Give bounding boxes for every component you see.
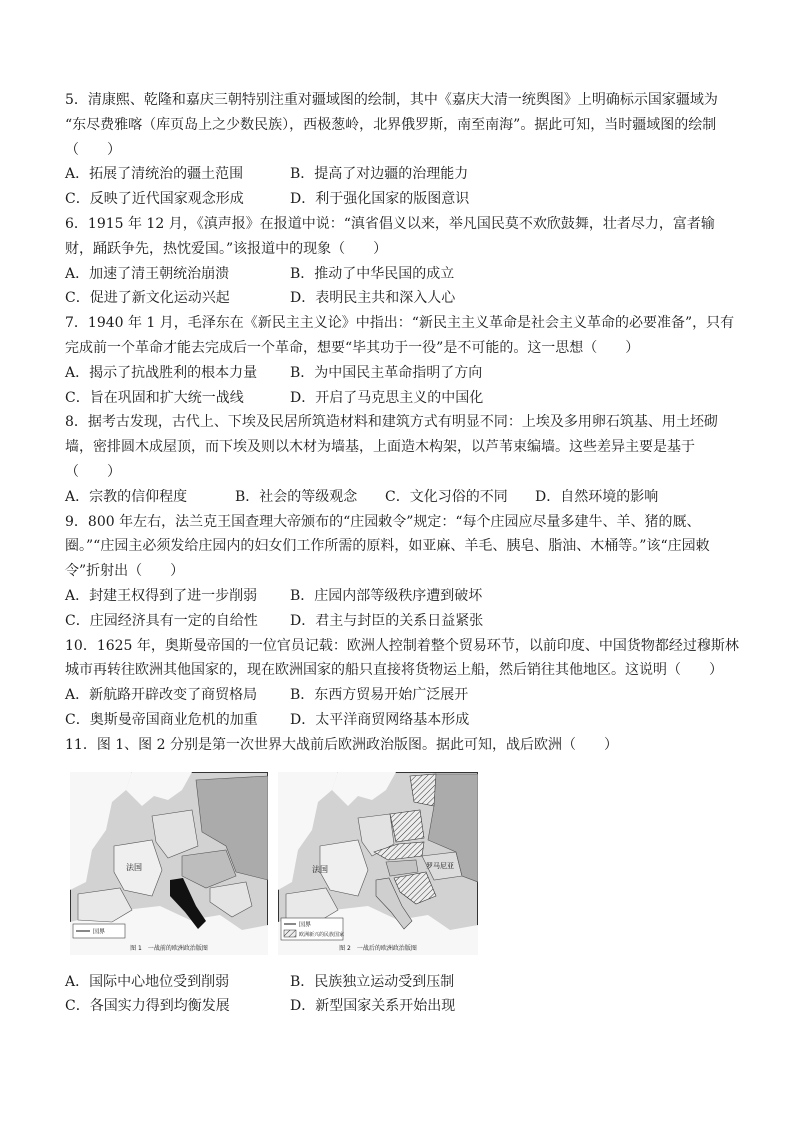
option-a: A．封建王权得到了进一步削弱 [65,587,258,604]
option-row [65,361,765,386]
answer-blank: （ ） [65,463,121,480]
question-stem-line: 7．1940 年 1 月，毛泽东在《新民主主义论》中指出：“新民主主义革命是社会主义革命的必要准备”，只有 [65,315,735,332]
option-a: A．加速了清王朝统治崩溃 [65,265,230,282]
option-c: C．文化习俗的不同 [385,488,508,505]
option-row [65,683,765,708]
option-c: C．奥斯曼帝国商业危机的加重 [65,711,258,728]
option-row [65,970,765,995]
option-b: B．庄园内部等级秩序遭到破坏 [290,587,483,604]
option-b: B．社会的等级观念 [235,488,358,505]
question-stem-line: 城市再转往欧洲其他国家的，现在欧洲国家的船只直接将货物运上船，然后销往其他地区。这说明（ ） [65,662,723,679]
map-figures [65,772,765,970]
question-9 [65,510,765,634]
option-a: A．揭示了抗战胜利的根本力量 [65,364,258,381]
option-c: C．反映了近代国家观念形成 [65,191,244,208]
map-label: 法国 [126,862,142,872]
option-b: B．推动了中华民国的成立 [290,265,455,282]
option-d: D．太平洋商贸网络基本形成 [290,711,470,728]
option-row [65,708,765,733]
answer-blank: （ ） [65,141,121,158]
question-stem-line: 5．清康熙、乾隆和嘉庆三朝特别注重对疆域图的绘制，其中《嘉庆大清一统舆图》上明确标示国家疆域为 [65,92,718,108]
option-d: D．利于强化国家的版图意识 [290,191,470,208]
option-a: A．新航路开辟改变了商贸格局 [65,687,258,704]
option-b: B．东西方贸易开始广泛展开 [290,687,469,704]
question-stem-line: 6．1915 年 12 月，《滇声报》在报道中说：“滇省倡义以来，举凡国民莫不欢欣鼓舞，壮者尽力，富者输 [65,215,715,232]
map-post-war-europe [278,772,478,955]
option-d: D．开启了马克思主义的中国化 [290,389,484,406]
new-state-legend-swatch [284,930,296,937]
option-c: C．庄园经济具有一定的自给性 [65,612,258,629]
option-row [65,584,765,609]
figure-caption: 图 1 一战前的欧洲政治版图 [130,944,208,952]
question-stem-line: 8．据考古发现，古代上、下埃及民居所筑造材料和建筑方式有明显不同：上埃及多用卵石筑基、用土坯砌 [65,414,718,431]
question-stem-line: 墙，密排圆木成屋顶，而下埃及则以木材为墙基，上面造木构架，以芦苇束编墙。这些差异主要是基于 [65,439,695,456]
map-legend-text: 欧洲新兴的民族国家 [299,931,345,938]
option-c: C．促进了新文化运动兴起 [65,290,230,307]
question-stem-line: 财，踊跃争先，热忱爱国。”该报道中的现象（ ） [65,240,388,257]
question-8 [65,410,765,509]
map-label: 罗马尼亚 [426,861,454,870]
option-row [65,485,765,510]
map-legend-text: 国界 [93,928,106,936]
question-stem-line: 10．1625 年，奥斯曼帝国的一位官员记载：欧洲人控制着整个贸易环节，以前印度、中国货物都经过穆斯林 [65,637,739,654]
option-b: B．为中国民主革命指明了方向 [290,364,483,381]
question-stem-line: 令”折射出（ ） [65,563,185,580]
figure-caption: 图 2 一战后的欧洲政治版图 [339,944,417,952]
option-d: D．表明民主共和深入人心 [290,290,456,307]
question-10 [65,634,765,733]
option-a: A．国际中心地位受到削弱 [65,973,230,990]
option-row [65,286,765,311]
map-pre-war-europe [70,772,268,955]
question-6 [65,212,765,311]
figure-1-map [70,772,268,955]
option-row [65,609,765,634]
option-b: B．民族独立运动受到压制 [290,973,455,990]
map-label: 法国 [312,864,328,874]
option-b: B．提高了对边疆的治理能力 [290,166,469,183]
option-row [65,262,765,287]
option-row [65,162,765,187]
option-d: D．新型国家关系开始出现 [290,998,456,1015]
question-stem-line: 11．图 1、图 2 分别是第一次世界大战前后欧洲政治版图。据此可知，战后欧洲（ ） [65,736,618,753]
option-a: A．拓展了清统治的疆土范围 [65,166,244,183]
question-5 [65,88,765,212]
map-legend-text: 国界 [299,921,312,929]
question-stem-line: 9．800 年左右，法兰克王国查理大帝颁布的“庄园敕令”规定：“每个庄园应尽量多建牛、羊、猪的厩、 [65,513,701,530]
option-d: D．自然环境的影响 [535,488,659,505]
option-c: C．各国实力得到均衡发展 [65,998,230,1015]
option-row [65,386,765,411]
question-list [65,88,765,1019]
new-state-poland [390,810,424,842]
question-stem-line: 圈。”“庄园主必须发给庄园内的妇女们工作所需的原料，如亚麻、羊毛、胰皂、脂油、木桶等。”该“庄园敕 [65,538,710,555]
option-c: C．旨在巩固和扩大统一战线 [65,389,244,406]
option-a: A．宗教的信仰程度 [65,488,188,505]
question-stem-line: “东尽费雅喀（库页岛上之少数民族），西极葱岭，北界俄罗斯，南至南海”。据此可知，当时疆域图的绘制 [65,116,717,133]
new-state-finland-baltic [410,774,436,806]
question-stem-line: 完成前一个革命才能去完成后一个革命，想要“毕其功于一役”是不可能的。这一思想（ ） [65,339,640,356]
figure-2-map [278,772,478,955]
option-row [65,187,765,212]
question-11 [65,733,765,1019]
option-d: D．君主与封臣的关系日益紧张 [290,612,484,629]
option-row [65,994,765,1019]
question-7 [65,311,765,410]
